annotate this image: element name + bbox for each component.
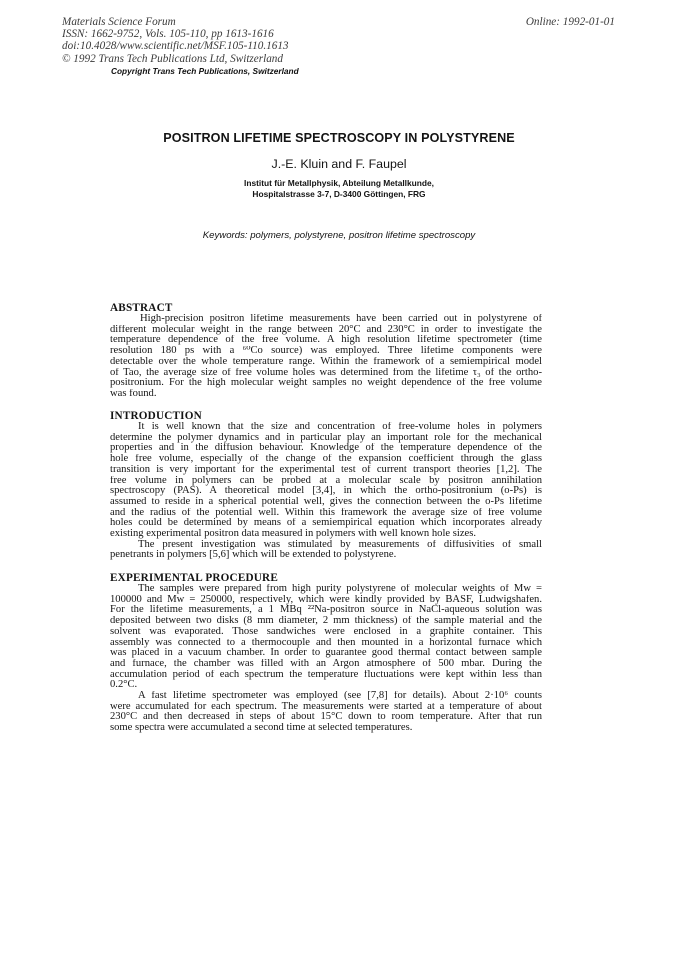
body-line: were accumulated for each spectrum. The measurements were started at a temperature of about [110, 701, 542, 712]
body-line: temperature dependence of the free volume. A high resolution lifetime spectrometer (time [110, 335, 542, 346]
body-line: spectroscopy (PAS). A theoretical model [3,4], in which the ortho-positronium (o-Ps) is [110, 486, 542, 497]
abstract-section [110, 303, 542, 400]
body-line: holes could be determined by means of a semiempirical equation which incorporates already [110, 518, 542, 529]
journal-name: Materials Science Forum [62, 16, 176, 28]
body-line: hole free volume, especially of the change of the expansion coefficient through the glass [110, 454, 542, 465]
body-line: properties and in the diffusion behaviour. Knowledge of the temperature dependence of the [110, 443, 542, 454]
affiliation-line: Hospitalstrasse 3-7, D-3400 Göttingen, FRG [252, 189, 426, 199]
body-line: was placed in a vacuum chamber. In order to guarantee good thermal contact between sample [110, 648, 542, 659]
body-line: It is well known that the size and concentration of free-volume holes in polymers [138, 422, 542, 432]
affiliation [0, 178, 678, 200]
body-line: positronium. For the high molecular weight samples no weight dependence of the free volume [110, 378, 542, 389]
body-line: was found. [110, 388, 157, 399]
paper-title: POSITRON LIFETIME SPECTROSCOPY IN POLYSTYRENE [163, 131, 515, 145]
section-heading: EXPERIMENTAL PROCEDURE [110, 572, 278, 584]
body-line: For the lifetime measurements, a 1 MBq ²²Na-positron source in NaCl-aqueous solution was [110, 605, 542, 616]
body-line: solvent was evaporated. Those sandwiches were enclosed in a graphite container. This [110, 626, 542, 637]
body-line: transition is very important for the experimental test of current transport theories [1,2]. The [110, 464, 542, 475]
experimental-section [110, 573, 542, 734]
body-line: and furnace, the chamber was filled with an Argon atmosphere of 500 mbar. During the [110, 658, 542, 669]
keywords: Keywords: polymers, polystyrene, positron lifetime spectroscopy [202, 230, 476, 241]
body-line: of Tao, the average size of free volume holes was determined from the lifetime τ₃ of the ortho- [110, 367, 542, 378]
publisher-line: © 1992 Trans Tech Publications Ltd, Switzerland [62, 52, 283, 65]
section-heading: INTRODUCTION [110, 410, 202, 422]
body-line: free volume in polymers can be probed at a molecular scale by positron annihilation [110, 475, 542, 486]
online-date: Online: 1992-01-01 [525, 16, 615, 28]
body-line: accumulation period of each spectrum the temperature fluctuations were kept within less than [110, 669, 542, 680]
body-line: A fast lifetime spectrometer was employed (see [7,8] for details). About 2·10⁶ counts [138, 691, 542, 702]
body-line: The samples were prepared from high purity polystyrene of molecular weights of Mw = [138, 584, 542, 594]
body-line: different molecular weight in the range between 20°C and 230°C in order to investigate the [110, 324, 542, 335]
body-line: and the radius of the potential well. Within this framework the average size of free volume [110, 507, 542, 518]
body-line: The present investigation was stimulated by measurements of diffusivities of small [138, 539, 542, 550]
body-line: penetrants in polymers [5,6] which will be extended to polystyrene. [110, 550, 397, 561]
body-line: detectable over the whole temperature range. Within the framework of a semiempirical model [110, 356, 542, 367]
body-line: High-precision positron lifetime measurements have been carried out in polystyrene of [140, 314, 542, 324]
body-line: assumed to reside in a spherical potential well, gives the connection between the o-Ps lifetime [110, 496, 542, 507]
doi-line: doi:10.4028/www.scientific.net/MSF.105-110.1613 [62, 40, 289, 53]
affiliation-line: Institut für Metallphysik, Abteilung Metallkunde, [244, 178, 434, 188]
authors: J.-E. Kluin and F. Faupel [271, 157, 407, 171]
body-line: 100000 and Mw = 250000, respectively, which were kindly provided by BASF, Ludwigshafen. [110, 594, 542, 605]
body-line: resolution 180 ps with a ⁶⁰Co source) was employed. Three lifetime components were [110, 346, 542, 357]
body-line: 230°C and then decreased in steps of about 15°C down to room temperature. After that run [110, 712, 542, 723]
body-line: assembly was connected to a thermocouple and then mounted in a horizontal furnace which [110, 637, 542, 648]
citation-header [62, 16, 392, 65]
body-line: 0.2°C. [110, 680, 138, 691]
issn-line: ISSN: 1662-9752, Vols. 105-110, pp 1613-1616 [62, 28, 274, 41]
body-line: some spectra were accumulated a second time at selected temperatures. [110, 723, 413, 734]
body-line: deposited between two disks (8 mm diameter, 2 mm thickness) of the sample material and the [110, 616, 542, 627]
section-heading: ABSTRACT [110, 302, 173, 314]
body-line: existing experimental positron data measured in polymers with well known hole sizes. [110, 529, 476, 540]
copyright-notice: Copyright Trans Tech Publications, Switzerland [111, 66, 299, 76]
body-line: determine the polymer dynamics and in particular play an important role for the mechanical [110, 432, 542, 443]
introduction-section [110, 411, 542, 561]
